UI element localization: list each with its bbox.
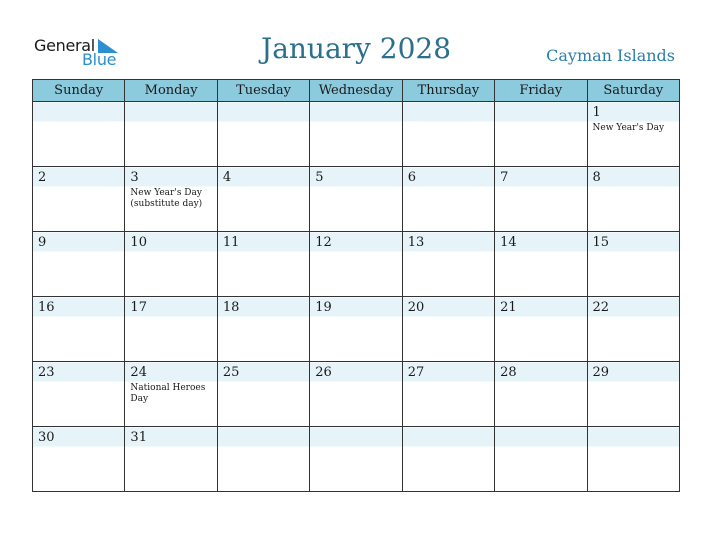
holiday-label	[403, 251, 494, 253]
day-number: 26	[315, 365, 332, 380]
day-cell	[33, 362, 125, 427]
holiday-label	[33, 381, 124, 383]
day-number: 15	[592, 235, 610, 250]
day-number	[403, 102, 494, 121]
holiday-label	[33, 186, 124, 188]
holiday-label: New Year's Day	[592, 123, 665, 133]
day-number: 20	[407, 300, 425, 315]
weekday-header: Saturday	[587, 80, 679, 102]
holiday-label: National Heroes Day	[130, 383, 206, 404]
day-number	[125, 102, 216, 121]
holiday-label	[310, 316, 401, 318]
holiday-label	[33, 446, 124, 448]
weekday-header-row	[33, 80, 680, 102]
day-cell	[587, 167, 679, 232]
day-cell	[125, 427, 217, 492]
weekday-header: Sunday	[33, 80, 125, 102]
day-cell	[217, 427, 309, 492]
day-number: 1	[592, 105, 601, 120]
weekday-header: Thursday	[402, 80, 494, 102]
day-cell	[310, 102, 402, 167]
holiday-label	[403, 446, 494, 448]
holiday-label	[310, 251, 401, 253]
day-cell	[33, 297, 125, 362]
day-number: 11	[222, 235, 240, 250]
day-cell	[310, 167, 402, 232]
day-cell	[495, 102, 587, 167]
day-number: 8	[592, 170, 601, 185]
day-number	[588, 427, 679, 446]
day-cell	[402, 297, 494, 362]
day-number: 28	[500, 365, 517, 380]
holiday-label	[218, 446, 309, 448]
day-number: 22	[592, 300, 610, 315]
holiday-label	[495, 121, 586, 123]
day-cell	[33, 427, 125, 492]
holiday-label	[403, 381, 494, 383]
day-number: 6	[407, 170, 416, 185]
calendar-grid	[32, 79, 680, 492]
holiday-label	[125, 251, 216, 253]
day-cell	[587, 102, 679, 167]
day-cell	[402, 362, 494, 427]
holiday-label	[310, 446, 401, 448]
day-cell	[495, 362, 587, 427]
holiday-label	[310, 121, 401, 123]
day-cell	[33, 102, 125, 167]
day-cell	[402, 232, 494, 297]
day-cell	[217, 362, 309, 427]
day-number: 19	[315, 300, 332, 315]
holiday-label	[495, 186, 586, 188]
day-number: 16	[38, 300, 55, 315]
day-cell	[587, 427, 679, 492]
holiday-label	[588, 316, 679, 318]
day-cell	[217, 297, 309, 362]
weekday-header: Tuesday	[217, 80, 309, 102]
day-cell	[587, 232, 679, 297]
day-number	[218, 427, 309, 446]
week-row	[33, 232, 680, 297]
holiday-label	[588, 381, 679, 383]
holiday-label	[403, 121, 494, 123]
day-number: 29	[592, 365, 610, 380]
weekday-header: Wednesday	[310, 80, 402, 102]
day-cell	[310, 297, 402, 362]
holiday-label: New Year's Day (substitute day)	[130, 188, 203, 209]
holiday-label	[310, 186, 401, 188]
logo-word-general: General	[34, 36, 95, 55]
day-number	[495, 102, 586, 121]
holiday-label	[495, 316, 586, 318]
region-label: Cayman Islands	[546, 46, 675, 65]
day-cell	[217, 167, 309, 232]
holiday-label	[588, 251, 679, 253]
day-number: 30	[38, 430, 55, 445]
holiday-label	[125, 121, 216, 123]
day-cell	[125, 167, 217, 232]
holiday-label	[218, 251, 309, 253]
day-number: 13	[407, 235, 425, 250]
calendar-title: January 2028	[260, 32, 452, 65]
holiday-label	[403, 186, 494, 188]
holiday-label	[588, 446, 679, 448]
day-cell	[495, 297, 587, 362]
holiday-label	[33, 251, 124, 253]
week-row	[33, 362, 680, 427]
holiday-label	[218, 381, 309, 383]
holiday-label	[310, 381, 401, 383]
week-row	[33, 102, 680, 167]
holiday-label	[33, 121, 124, 123]
day-number	[310, 427, 401, 446]
day-number	[218, 102, 309, 121]
day-number: 25	[222, 365, 240, 380]
day-cell	[217, 232, 309, 297]
week-row	[33, 167, 680, 232]
day-number: 5	[315, 170, 324, 185]
day-number: 14	[500, 235, 517, 250]
day-number: 12	[315, 235, 332, 250]
holiday-label	[125, 446, 216, 448]
day-cell	[33, 167, 125, 232]
day-number	[33, 102, 124, 121]
day-cell	[402, 427, 494, 492]
day-number	[310, 102, 401, 121]
day-cell	[217, 102, 309, 167]
day-number: 2	[38, 170, 47, 185]
day-number: 17	[130, 300, 147, 315]
day-cell	[125, 297, 217, 362]
day-cell	[125, 102, 217, 167]
day-number: 3	[130, 170, 139, 185]
day-cell	[495, 167, 587, 232]
day-cell	[310, 232, 402, 297]
day-number: 18	[222, 300, 240, 315]
holiday-label	[403, 316, 494, 318]
day-number: 9	[38, 235, 47, 250]
logo-word-blue: Blue	[82, 50, 117, 69]
day-number: 23	[38, 365, 55, 380]
day-cell	[402, 102, 494, 167]
weekday-header: Monday	[125, 80, 217, 102]
day-number: 4	[222, 170, 232, 185]
day-number	[403, 427, 494, 446]
week-row	[33, 297, 680, 362]
holiday-label	[588, 186, 679, 188]
day-number: 7	[500, 170, 509, 185]
holiday-label	[125, 316, 216, 318]
day-number: 21	[500, 300, 517, 315]
day-cell	[125, 232, 217, 297]
weekday-header: Friday	[495, 80, 587, 102]
holiday-label	[218, 316, 309, 318]
holiday-label	[495, 251, 586, 253]
day-number	[495, 427, 586, 446]
day-cell	[587, 362, 679, 427]
day-cell	[495, 427, 587, 492]
day-number: 31	[130, 430, 147, 445]
holiday-label	[33, 316, 124, 318]
holiday-label	[218, 121, 309, 123]
day-cell	[125, 362, 217, 427]
day-cell	[33, 232, 125, 297]
day-cell	[310, 362, 402, 427]
day-cell	[310, 427, 402, 492]
day-number: 27	[407, 365, 425, 380]
day-cell	[495, 232, 587, 297]
day-cell	[587, 297, 679, 362]
day-cell	[402, 167, 494, 232]
holiday-label	[218, 186, 309, 188]
holiday-label	[495, 381, 586, 383]
day-number: 10	[130, 235, 147, 250]
day-number: 24	[130, 365, 147, 380]
week-row	[33, 427, 680, 492]
holiday-label	[495, 446, 586, 448]
